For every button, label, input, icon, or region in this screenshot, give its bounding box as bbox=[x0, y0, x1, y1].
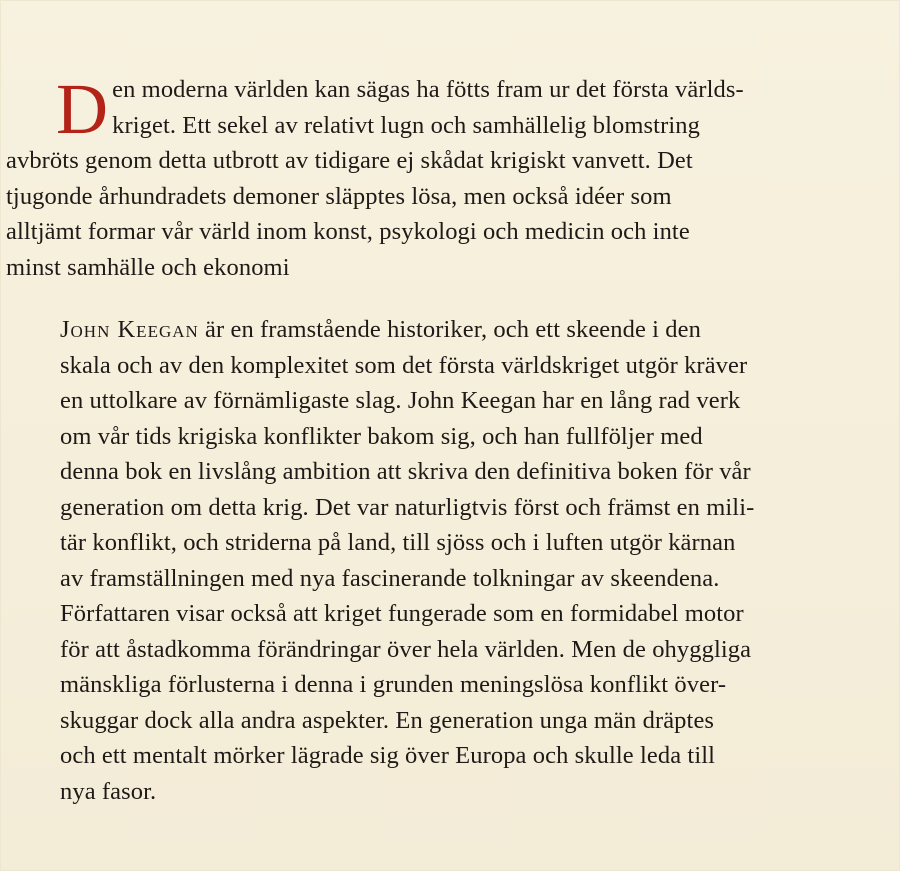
drop-cap: D bbox=[56, 69, 109, 149]
text-line: skuggar dock alla andra aspekter. En generation unga män dräptes bbox=[60, 706, 715, 734]
text-line: för att åstadkomma förändringar över hela världen. Men de ohyggliga bbox=[60, 635, 752, 663]
text-line: kriget. Ett sekel av relativt lugn och samhällelig blomstring bbox=[112, 111, 700, 139]
text-line: av framställningen med nya fascinerande tolkningar av skeendena. bbox=[60, 564, 720, 592]
text-line: generation om detta krig. Det var naturligtvis först och främst en mili- bbox=[60, 493, 755, 521]
text-line-rest: är en framstående historiker, och ett skeende i den bbox=[198, 316, 701, 343]
text-line: och ett mentalt mörker lägrade sig över Europa och skulle leda till bbox=[60, 742, 716, 769]
text-line: en moderna världen kan sägas ha fötts fram ur det första världs- bbox=[112, 76, 744, 103]
text-line: mänskliga förlusterna i denna i grunden meningslösa konflikt över- bbox=[60, 671, 727, 698]
text-line: om vår tids krigiska konflikter bakom sig, och han fullföljer med bbox=[60, 422, 703, 450]
text-line: denna bok en livslång ambition att skriva den definitiva boken för vår bbox=[60, 458, 751, 485]
text-line bbox=[60, 312, 860, 348]
text-line: minst samhälle och ekonomi bbox=[6, 253, 290, 281]
author-paragraph bbox=[60, 312, 860, 809]
text-line: Författaren visar också att kriget fungerade som en formidabel motor bbox=[60, 600, 744, 627]
text-line: tär konflikt, och striderna på land, till sjöss och i luften utgör kärnan bbox=[60, 529, 736, 556]
intro-paragraph bbox=[6, 69, 860, 285]
text-line: en uttolkare av förnämligaste slag. John Keegan har en lång rad verk bbox=[60, 387, 741, 414]
author-name: John Keegan bbox=[60, 316, 199, 343]
text-line: nya fasor. bbox=[60, 777, 157, 805]
text-line: alltjämt formar vår värld inom konst, psykologi och medicin och inte bbox=[6, 218, 690, 245]
text-line: skala och av den komplexitet som det första världskriget utgör kräver bbox=[60, 351, 748, 379]
text-line: avbröts genom detta utbrott av tidigare ej skådat krigiskt vanvett. Det bbox=[6, 147, 693, 174]
text-line: tjugonde århundradets demoner släpptes lösa, men också idéer som bbox=[6, 182, 672, 210]
